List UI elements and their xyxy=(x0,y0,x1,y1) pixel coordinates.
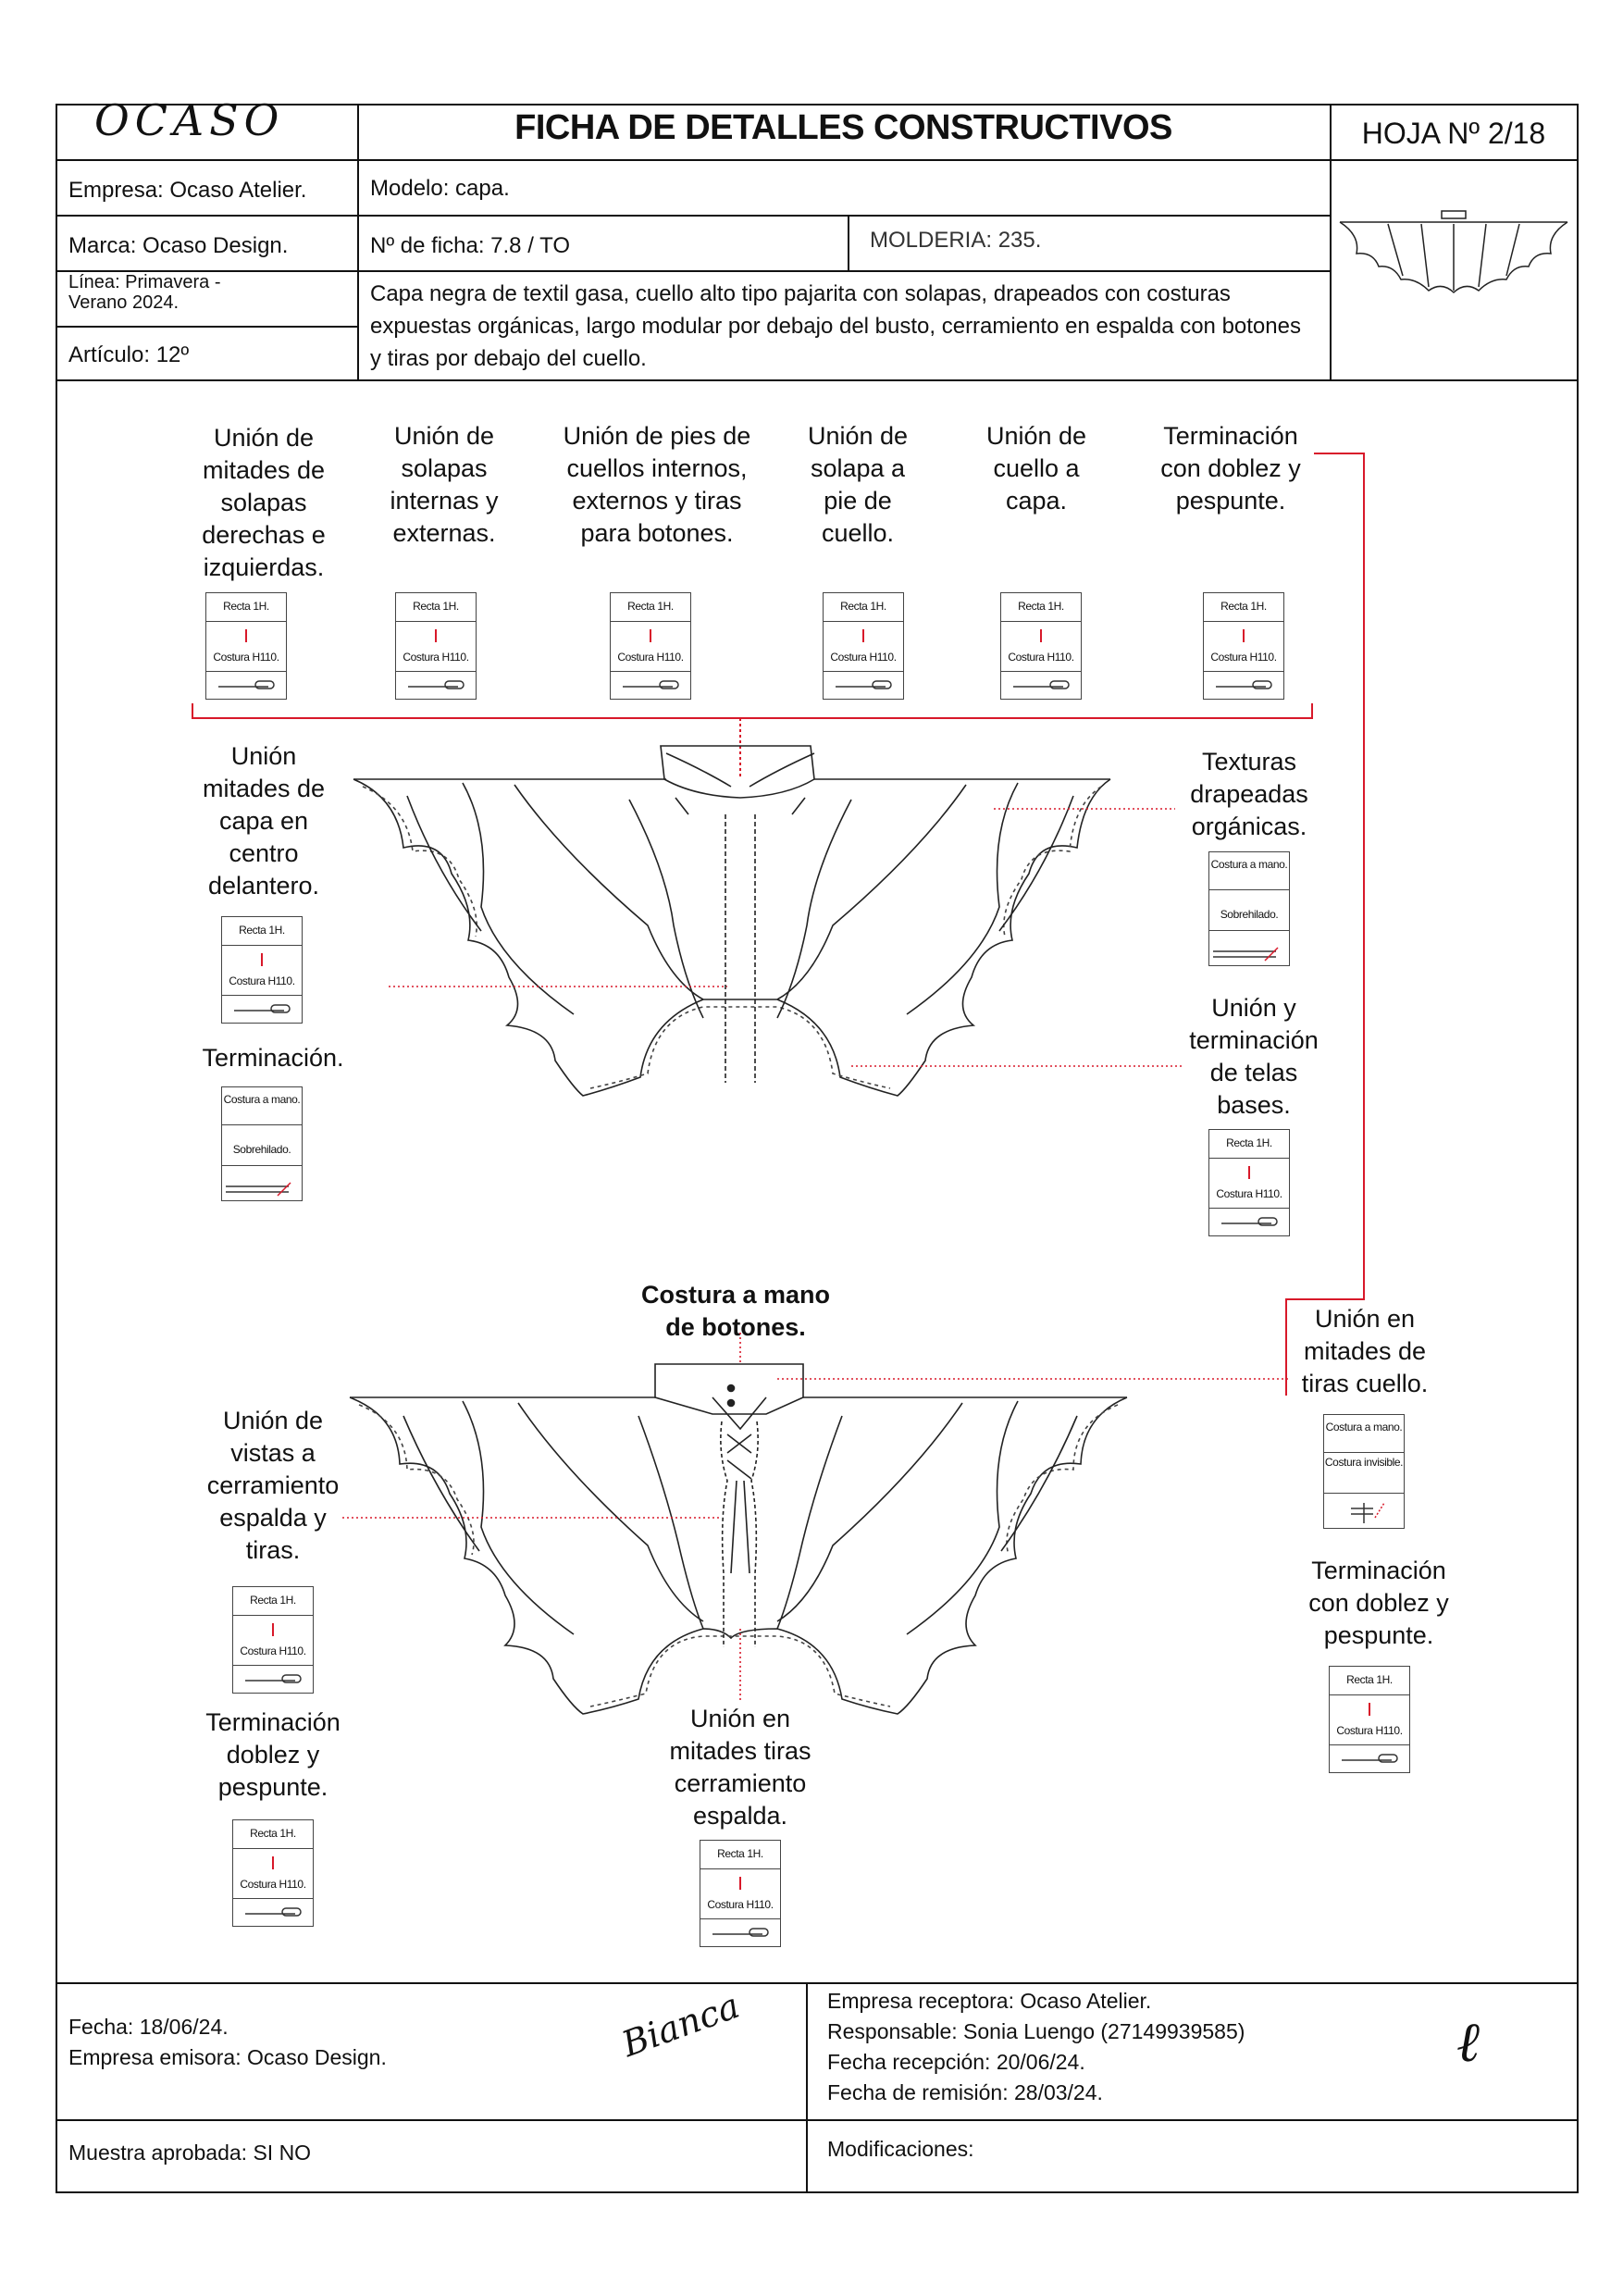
stitch-symbol-hand: Costura a mano. Sobrehilado. xyxy=(221,1086,303,1201)
molderia-field: MOLDERIA: 235. xyxy=(870,228,1042,253)
recepcion-field: Fecha recepción: 20/06/24. xyxy=(827,2050,1085,2074)
note-texturas: Texturas drapeadas orgánicas. xyxy=(1190,748,1308,840)
receptora-field: Empresa receptora: Ocaso Atelier. xyxy=(827,1989,1152,2013)
note-vistas-cerramiento: Unión de vistas a cerramiento espalda y tiras. xyxy=(206,1407,340,1564)
modificaciones-field: Modificaciones: xyxy=(827,2137,974,2161)
note-tiras-cerramiento: Unión en mitades tiras cerramiento espalda. xyxy=(669,1705,812,1830)
stitch-symbol: Recta 1H. Costura H110. xyxy=(610,592,691,700)
stitch-symbol: Recta 1H. Costura H110. xyxy=(1203,592,1284,700)
modelo-field: Modelo: capa. xyxy=(370,176,510,201)
stitch-symbol: Recta 1H. Costura H110. xyxy=(1208,1129,1290,1236)
note-terminacion: Terminación. xyxy=(202,1044,344,1072)
stitch-symbol-hand: Costura a mano. Sobrehilado. xyxy=(1208,851,1290,966)
page-title: FICHA DE DETALLES CONSTRUCTIVOS xyxy=(514,108,1172,147)
signature-emisora: Bianca xyxy=(616,1984,745,2066)
brand-logo: OCASO xyxy=(94,95,285,145)
footer-rule xyxy=(56,1982,1579,1984)
footer-rule xyxy=(56,2119,1579,2121)
note-botones: Costura a mano de botones. xyxy=(640,1281,831,1341)
stitch-symbol: Recta 1H. Costura H110. xyxy=(232,1586,314,1694)
footer-divider xyxy=(806,1982,808,2193)
note-union-solapas-internas: Unión de solapas internas y externas. xyxy=(390,422,499,547)
stitch-symbol: Recta 1H. Costura H110. xyxy=(395,592,477,700)
articulo-field: Artículo: 12º xyxy=(68,342,190,367)
note-pies-cuellos: Unión de pies de cuellos internos, externos y tiras para botones. xyxy=(563,422,751,547)
stitch-symbol: Recta 1H. Costura H110. xyxy=(1329,1666,1410,1773)
emisora-field: Empresa emisora: Ocaso Design. xyxy=(68,2045,387,2069)
linea-field: Línea: Primavera - Verano 2024. xyxy=(68,272,221,313)
fecha-field: Fecha: 18/06/24. xyxy=(68,2015,229,2039)
signature-receptora: ℓ xyxy=(1456,2010,1480,2075)
note-terminacion-doblez-left: Terminación doblez y pespunte. xyxy=(205,1708,341,1801)
note-solapa-pie: Unión de solapa a pie de cuello. xyxy=(807,422,909,547)
stitch-symbol: Recta 1H. Costura H110. xyxy=(221,916,303,1024)
empresa-field: Empresa: Ocaso Atelier. xyxy=(68,178,307,203)
stitch-symbol: Recta 1H. Costura H110. xyxy=(700,1840,781,1947)
stitch-symbol: Recta 1H. Costura H110. xyxy=(205,592,287,700)
note-terminacion-doblez: Terminación con doblez y pespunte. xyxy=(1160,422,1301,515)
stitch-symbol-invisible: Costura a mano. Costura invisible. xyxy=(1323,1414,1405,1529)
marca-field: Marca: Ocaso Design. xyxy=(68,233,289,258)
note-terminacion-bottom: Terminación con doblez y pespunte. xyxy=(1308,1557,1449,1649)
note-centro-delantero: Unión mitades de capa en centro delantero. xyxy=(202,742,326,900)
remision-field: Fecha de remisión: 28/03/24. xyxy=(827,2080,1103,2104)
stitch-symbol: Recta 1H. Costura H110. xyxy=(1000,592,1082,700)
muestra-aprobada: Muestra aprobada: SI NO xyxy=(68,2141,312,2165)
note-union-solapas: Unión de mitades de solapas derechas e izquierdas. xyxy=(202,424,326,581)
ficha-field: Nº de ficha: 7.8 / TO xyxy=(370,233,570,258)
note-telas-bases: Unión y terminación de telas bases. xyxy=(1189,994,1319,1119)
description-field: Capa negra de textil gasa, cuello alto tipo pajarita con solapas, drapeados con costuras expuestas orgánicas, largo modular por debajo del busto, cerramiento en espalda con botones y tiras por debajo del cuello. xyxy=(370,281,1301,371)
note-tiras-cuello: Unión en mitades de tiras cuello. xyxy=(1301,1305,1429,1397)
sheet-number: HOJA Nº 2/18 xyxy=(1361,117,1546,150)
responsable-field: Responsable: Sonia Luengo (27149939585) xyxy=(827,2019,1245,2043)
stitch-symbol: Recta 1H. Costura H110. xyxy=(232,1819,314,1927)
note-cuello-capa: Unión de cuello a capa. xyxy=(985,422,1087,515)
stitch-symbol: Recta 1H. Costura H110. xyxy=(823,592,904,700)
